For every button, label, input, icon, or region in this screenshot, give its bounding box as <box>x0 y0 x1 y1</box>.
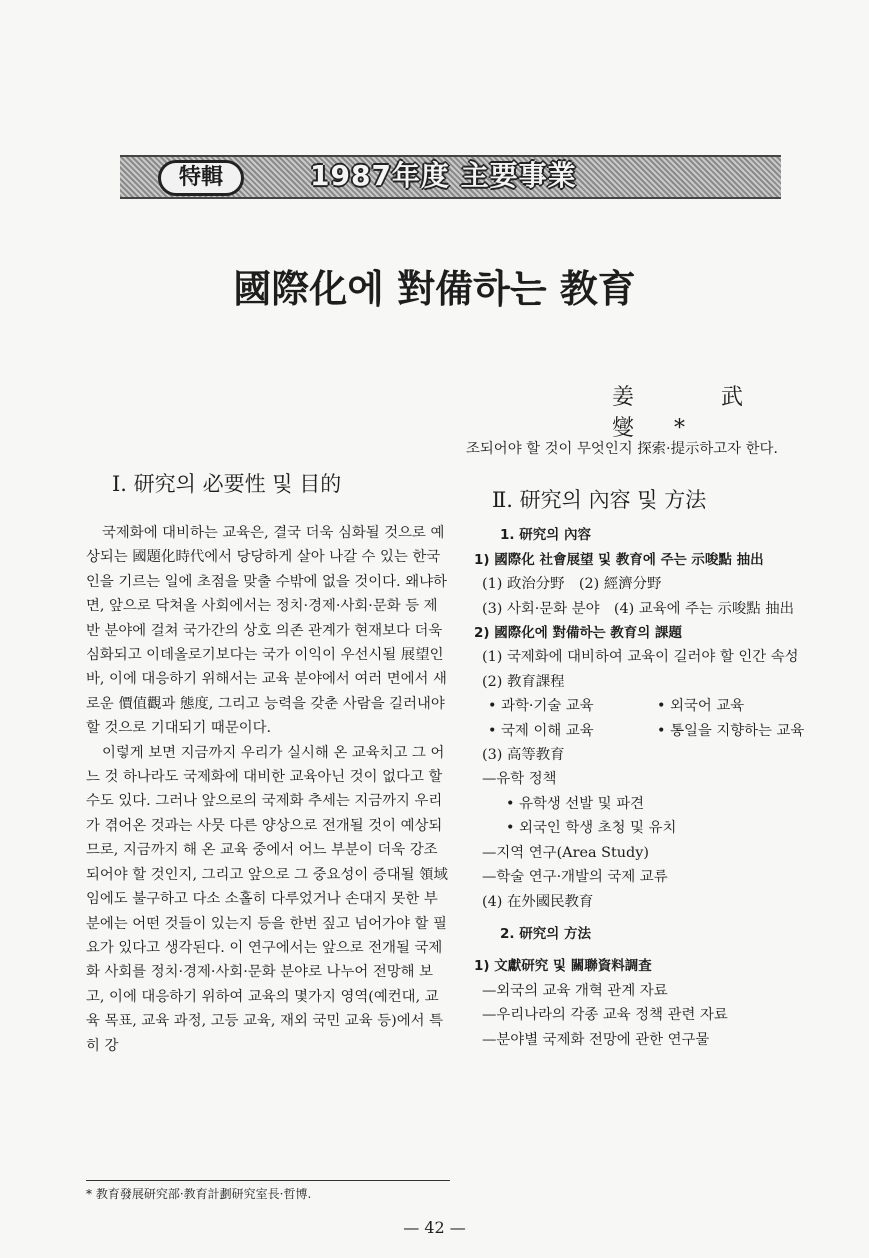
item-line: —유학 정책 <box>482 771 557 788</box>
item-line: (2) 教育課程 <box>482 673 565 690</box>
subsection-heading: 1. 研究의 內容 <box>500 527 591 544</box>
item-heading: 1) 國際化 社會展望 및 教育에 주는 示唆點 抽出 <box>474 551 764 568</box>
item-line: (4) 在外國民教育 <box>482 893 594 910</box>
item-line: (3) 사회·문화 분야 (4) 교육에 주는 示唆點 抽出 <box>482 600 795 617</box>
item-line: • 유학생 선발 및 파견 <box>506 795 644 812</box>
list-item-pair <box>466 694 826 718</box>
article-author: 姜 武 燮* <box>612 385 783 441</box>
item-heading: 1) 文獻研究 및 關聯資料調査 <box>474 958 652 975</box>
item-line: • 외국인 학생 초청 및 유치 <box>506 820 677 837</box>
list-item: • 외국어 교육 <box>657 698 745 715</box>
item-line: (3) 高等教育 <box>482 747 565 764</box>
list-item-pair <box>466 719 826 743</box>
body-paragraph: 국제화에 대비하는 교육은, 결국 더욱 심화될 것으로 예상되는 國題化時代에서 당당하게 살아 나갈 수 있는 한국인을 기르는 일에 초점을 맞출 수밖에 없을 것이다. 왜냐하면, 앞으로 닥쳐올 사회에서는 정치·경제·사회·문화 등 제반 분야에 걸쳐 국가간의 상호 의존 관계가 현재보다 더욱 심화되고 이데올로기보다는 국가 이익이 우선시될 展望인 바, 이에 대응하기 위해서는 교육 분야에서 여러 면에서 새로운 價值觀과 態度, 그리고 능력을 갖춘 사람을 길러내야 할 것으로 기대되기 때문이다. <box>86 525 447 737</box>
banner-title: 1987年度 主要事業 <box>310 159 577 192</box>
item-line: —지역 연구(Area Study) <box>482 844 649 861</box>
left-column <box>86 521 450 1058</box>
item-line: —외국의 교육 개혁 관계 자료 <box>482 982 668 999</box>
subsection-heading: 2. 研究의 方法 <box>500 925 591 942</box>
item-line: —학술 연구·개발의 국제 교류 <box>482 869 668 886</box>
list-item: • 통일을 지향하는 교육 <box>657 722 805 739</box>
item-line: —분야별 국제화 전망에 관한 연구물 <box>482 1031 710 1048</box>
section2-heading: Ⅱ. 研究의 內容 및 方法 <box>492 488 707 513</box>
item-heading: 2) 國際化에 對備하는 教育의 課題 <box>474 625 683 642</box>
list-item: • 과학·기술 교육 <box>488 698 594 715</box>
item-line: —우리나라의 각종 교육 정책 관련 자료 <box>482 1007 728 1024</box>
right-column <box>466 437 826 1052</box>
item-line: (1) 政治分野 (2) 經濟分野 <box>482 576 662 593</box>
body-paragraph: 이렇게 보면 지금까지 우리가 실시해 온 교육치고 그 어느 것 하나라도 국제화에 대비한 교육아닌 것이 없다고 할 수도 있다. 그러나 앞으로의 국제화 추세는 지금까지 우리가 겪어온 것과는 사뭇 다른 양상으로 전개될 것이 예상되므로, 지금까지 해 온 교육 중에서 어느 부분이 더욱 강조되어야 할 것인지, 그리고 앞으로 그 중요성이 증대될 領域임에도 불구하고 다소 소홀히 다루었거나 손대지 못한 부분에는 어떤 것들이 있는지 등을 한번 짚고 넘어가야 할 필요가 있다고 생각된다. 이 연구에서는 앞으로 전개될 국제화 사회를 정치·경제·사회·문화 분야로 나누어 전망해 보고, 이에 대응하기 위하여 교육의 몇가지 영역(예컨대, 교육 목표, 교육 과정, 고등 교육, 재외 국민 교육 등)에서 특히 강 <box>86 744 448 1054</box>
section1-heading: Ⅰ. 研究의 必要性 및 目的 <box>112 472 342 496</box>
banner-tag: 特輯 <box>158 160 244 196</box>
page-number: — 42 — <box>403 1218 466 1237</box>
article-title: 國際化에 對備하는 教育 <box>233 267 636 311</box>
item-line: (1) 국제화에 대비하여 교육이 길러야 할 인간 속성 <box>482 649 799 666</box>
list-item: • 국제 이해 교육 <box>488 722 594 739</box>
continuation-paragraph: 조되어야 할 것이 무엇인지 探索·提示하고자 한다. <box>466 441 779 457</box>
footnote: * 教育發展研究部·教育計劃研究室長·哲博. <box>86 1180 450 1202</box>
special-feature-banner <box>120 155 781 199</box>
